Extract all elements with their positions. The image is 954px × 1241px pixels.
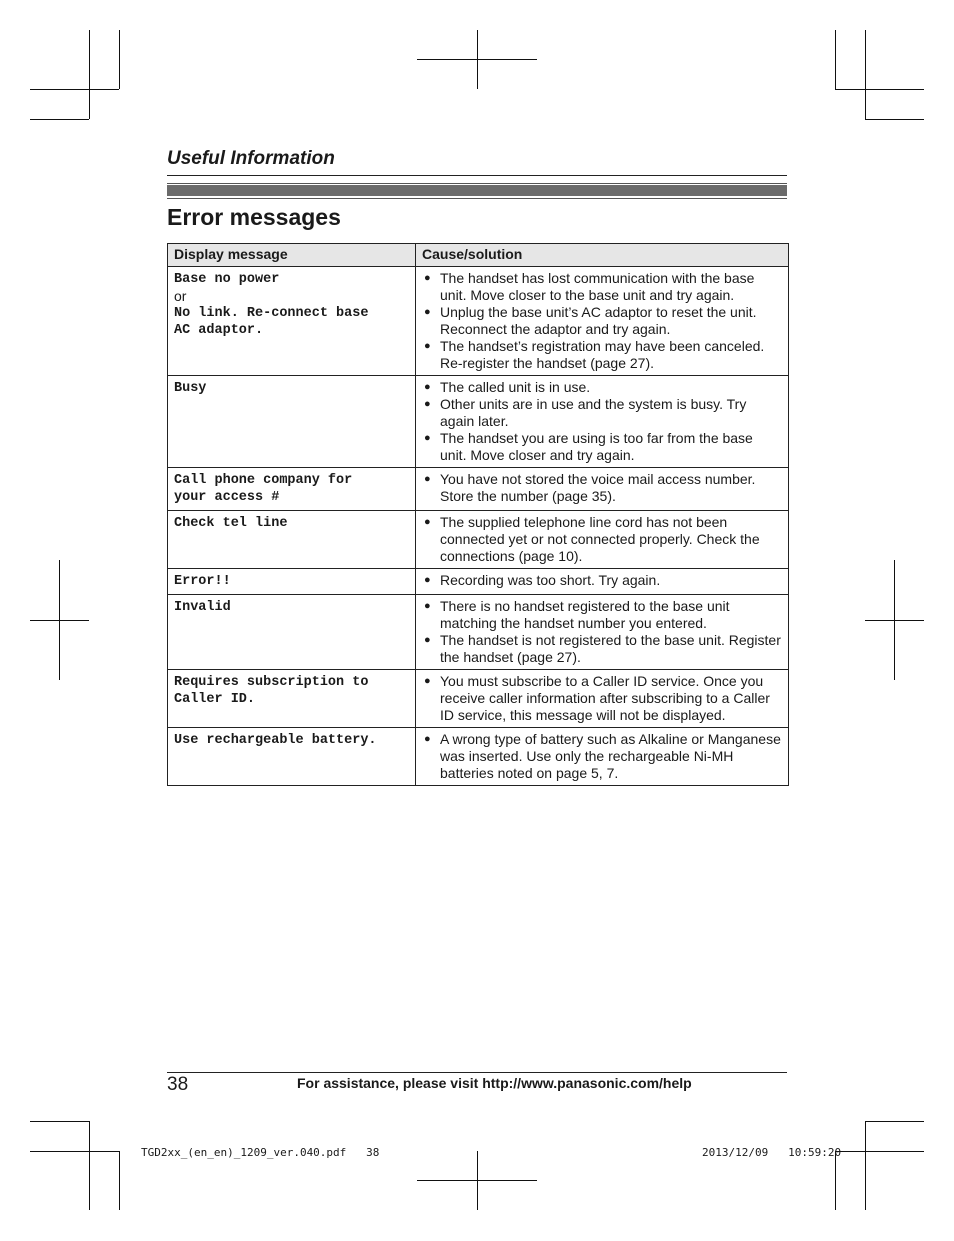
cause-item: ● You must subscribe to a Caller ID service. Once you receive caller information after subscribing to a Caller ID service, this message will not be displayed.: [422, 673, 782, 724]
table-row: [168, 569, 789, 595]
title-bar-top-line: [167, 183, 787, 184]
display-message-text: Use rechargeable battery.: [174, 733, 377, 748]
cause-solution-cell: [416, 569, 789, 595]
display-message-cell: [168, 569, 416, 595]
display-message-text: Requires subscription to: [174, 675, 369, 690]
message-separator: or: [174, 288, 187, 304]
page-title: Error messages: [167, 204, 341, 230]
display-message-text: Caller ID.: [174, 692, 256, 707]
cause-item: ● The supplied telephone line cord has not been connected yet or not connected properly. Check the connections (page 10).: [422, 514, 782, 565]
cause-solution-cell: [416, 670, 789, 728]
table-row: [168, 511, 789, 569]
display-message-text: AC adaptor.: [174, 323, 264, 338]
display-message-cell: [168, 376, 416, 468]
display-message-text: Call phone company for: [174, 473, 353, 488]
display-message-text: No link. Re-connect base: [174, 306, 369, 321]
table-row: [168, 728, 789, 786]
display-message-cell: [168, 511, 416, 569]
cause-item: ● The handset has lost communication with the base unit. Move closer to the base unit and try again.: [422, 270, 782, 304]
header-rule: [167, 175, 787, 176]
cause-solution-cell: [416, 376, 789, 468]
display-message-cell: [168, 728, 416, 786]
footer-rule: [167, 1072, 787, 1073]
cause-list: [422, 514, 782, 565]
display-message-text: Base no power: [174, 272, 280, 287]
cause-solution-cell: [416, 728, 789, 786]
cause-solution-cell: [416, 511, 789, 569]
cause-list: [422, 673, 782, 724]
cause-list: [422, 270, 782, 372]
cause-item: ● A wrong type of battery such as Alkaline or Manganese was inserted. Use only the rechargeable Ni-MH batteries noted on page 5, 7.: [422, 731, 782, 782]
table-row: [168, 595, 789, 670]
cause-solution-cell: [416, 468, 789, 511]
table-header-row: [168, 244, 789, 267]
cause-list: [422, 598, 782, 666]
table-row: [168, 267, 789, 376]
error-messages-table: [167, 243, 789, 786]
column-header-cause-solution: Cause/solution: [416, 244, 789, 267]
cause-item: ● You have not stored the voice mail access number. Store the number (page 35).: [422, 471, 782, 505]
cause-solution-cell: [416, 595, 789, 670]
display-message-text: your access #: [174, 490, 280, 505]
cause-item: ● Other units are in use and the system is busy. Try again later.: [422, 396, 782, 430]
cause-item: ● Recording was too short. Try again.: [422, 572, 782, 589]
cause-item: ● The called unit is in use.: [422, 379, 782, 396]
cause-list: [422, 572, 782, 589]
section-header: Useful Information: [167, 148, 335, 169]
cause-item: ● The handset is not registered to the base unit. Register the handset (page 27).: [422, 632, 782, 666]
print-slug-file: TGD2xx_(en_en)_1209_ver.040.pdf 38: [141, 1146, 380, 1159]
table-row: [168, 376, 789, 468]
table-row: [168, 468, 789, 511]
cause-list: [422, 379, 782, 464]
display-message-text: Check tel line: [174, 516, 288, 531]
cause-solution-cell: [416, 267, 789, 376]
cause-list: [422, 471, 782, 505]
cause-item: ● The handset’s registration may have been canceled. Re-register the handset (page 27).: [422, 338, 782, 372]
cause-list: [422, 731, 782, 782]
cause-item: ● There is no handset registered to the base unit matching the handset number you entered.: [422, 598, 782, 632]
assistance-text: For assistance, please visit http://www.panasonic.com/help: [297, 1075, 692, 1091]
display-message-cell: [168, 670, 416, 728]
page-number: 38: [167, 1074, 189, 1095]
display-message-text: Error!!: [174, 574, 231, 589]
display-message-cell: [168, 267, 416, 376]
display-message-text: Invalid: [174, 600, 231, 615]
cause-item: ● The handset you are using is too far from the base unit. Move closer and try again.: [422, 430, 782, 464]
title-bar-bottom-line: [167, 198, 787, 199]
display-message-text: Busy: [174, 381, 207, 396]
title-bar: [167, 185, 787, 196]
column-header-display-message: Display message: [168, 244, 416, 267]
cause-item: ● Unplug the base unit’s AC adaptor to reset the unit. Reconnect the adaptor and try again.: [422, 304, 782, 338]
print-slug-datetime: 2013/12/09 10:59:20: [702, 1146, 842, 1159]
table-row: [168, 670, 789, 728]
display-message-cell: [168, 468, 416, 511]
display-message-cell: [168, 595, 416, 670]
